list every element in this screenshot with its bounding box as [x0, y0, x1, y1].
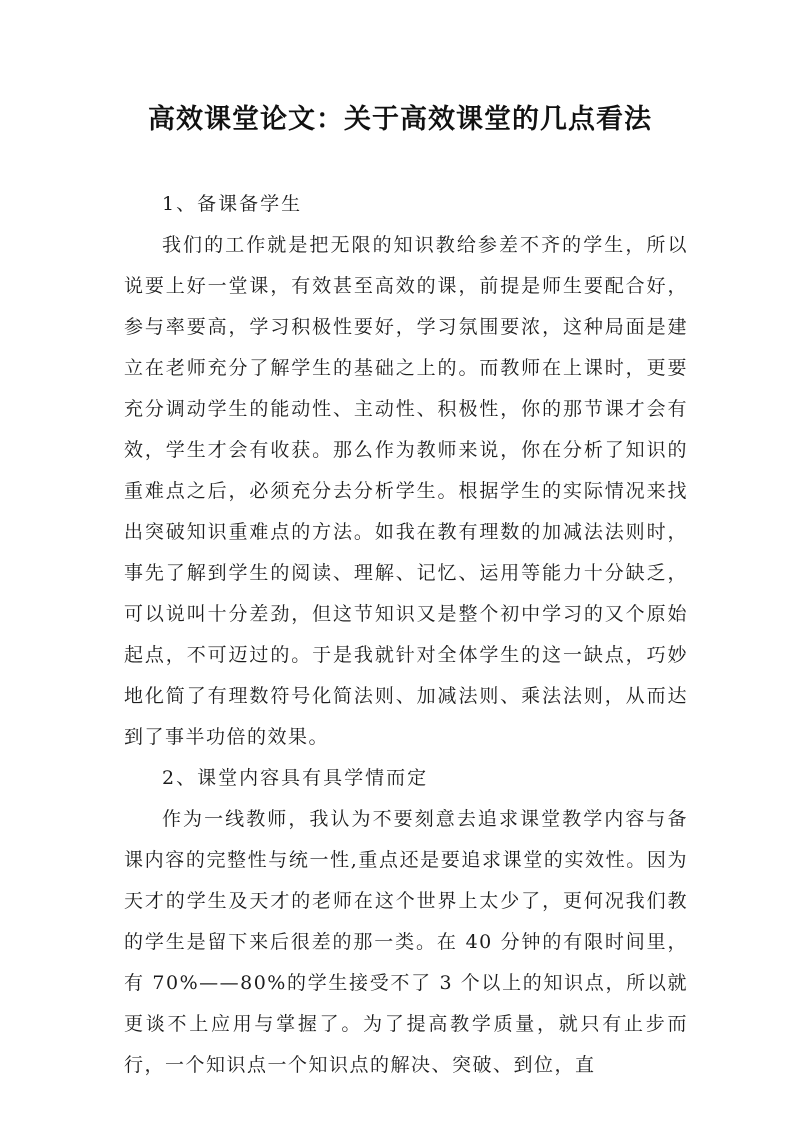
- section-paragraph-2: 作为一线教师，我认为不要刻意去追求课堂教学内容与备课内容的完整性与统一性,重点还是要追求课堂的实效性。因为天才的学生及天才的老师在这个世界上太少了，更何况我们教的学生是留下来后很差的那一类。在 40 分钟的有限时间里，有 70%——80%的学生接受不了 3 个以上的知识点，所以就更谈不上应用与掌握了。为了提高教学质量，就只有止步而行，一个知识点一个知识点的解决、突破、到位，直: [124, 808, 688, 1076]
- section-heading-1: 1、备课备学生: [162, 193, 303, 215]
- section-paragraph-1: 我们的工作就是把无限的知识教给参差不齐的学生，所以说要上好一堂课，有效甚至高效的课，前提是师生要配合好，参与率要高，学习积极性要好，学习氛围要浓，这种局面是建立在老师充分了解学生的基础之上的。而教师在上课时，更要充分调动学生的能动性、主动性、积极性，你的那节课才会有效，学生才会有收获。那么作为教师来说，你在分析了知识的重难点之后，必须充分去分析学生。根据学生的实际情况来找出突破知识重难点的方法。如我在教有理数的加减法法则时，事先了解到学生的阅读、理解、记忆、运用等能力十分缺乏，可以说叫十分差劲，但这节知识又是整个初中学习的又个原始起点，不可迈过的。于是我就针对全体学生的这一缺点，巧妙地化简了有理数符号化简法则、加减法则、乘法法则，从而达到了事半功倍的效果。: [124, 234, 688, 748]
- section-heading-2: 2、课堂内容具有具学情而定: [162, 767, 429, 789]
- document-title: 高效课堂论文：关于高效课堂的几点看法: [148, 104, 652, 135]
- document-body: [124, 184, 688, 1086]
